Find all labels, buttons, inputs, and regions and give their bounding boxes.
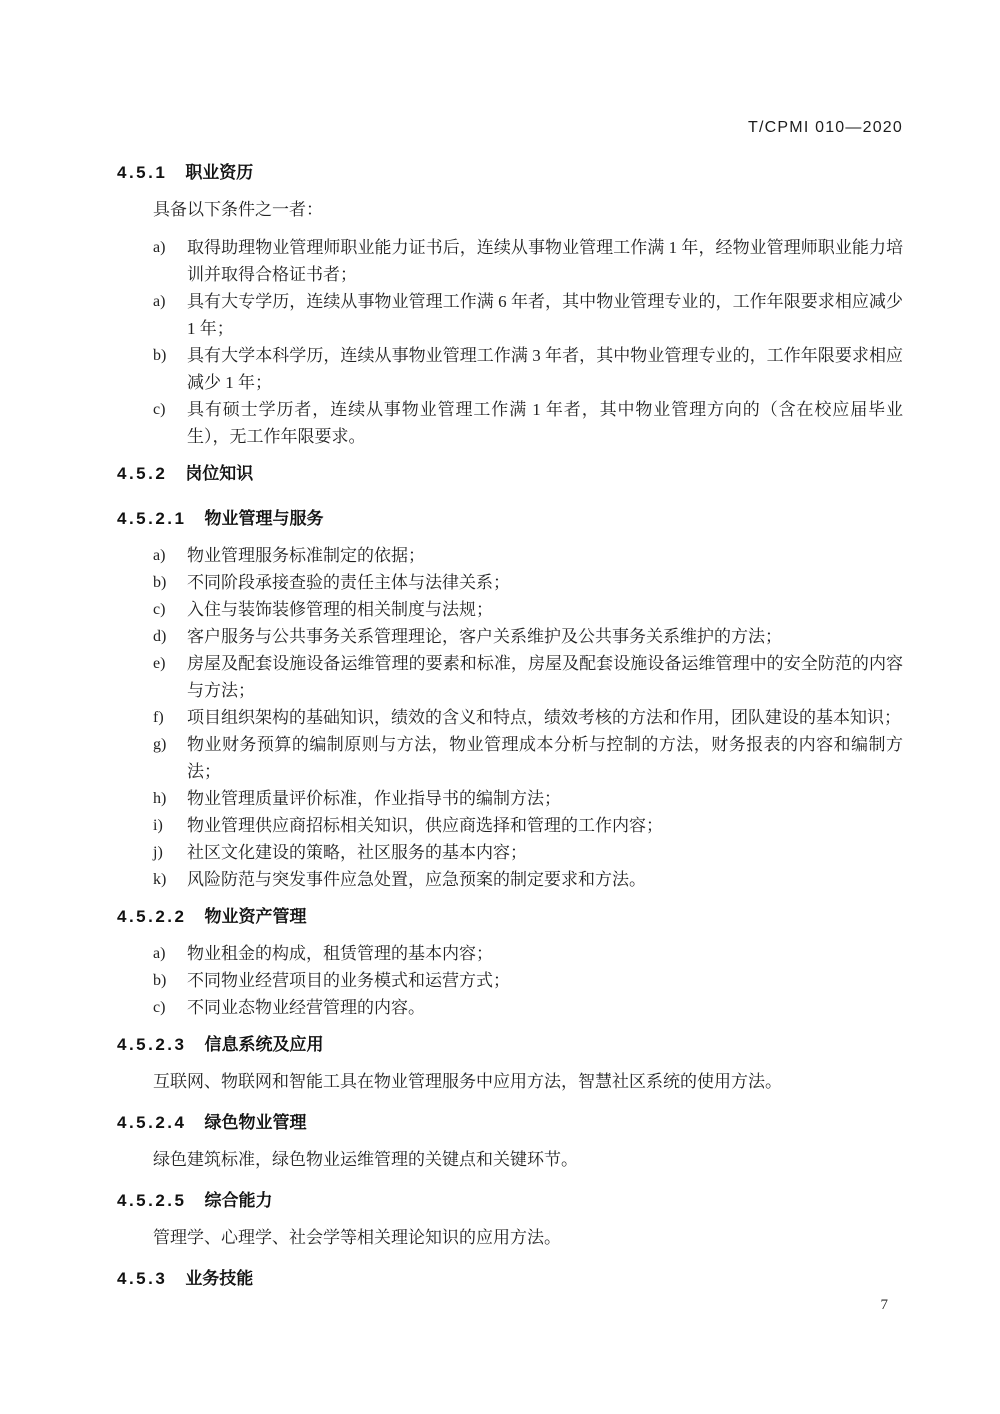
item-label: c) (153, 601, 166, 618)
section-title: 综合能力 (204, 1191, 273, 1210)
section-paragraph: 绿色建筑标准，绿色物业运维管理的关键点和关键环节。 (153, 1150, 578, 1169)
item-label: a) (153, 547, 166, 564)
section-4-5-1-list (117, 234, 903, 450)
list-item (117, 731, 903, 785)
item-text: 物业财务预算的编制原则与方法，物业管理成本分析与控制的方法，财务报表的内容和编制方法； (187, 735, 903, 781)
page-number: 7 (880, 1297, 888, 1313)
section-title: 绿色物业管理 (204, 1113, 307, 1132)
item-text: 具有大专学历，连续从事物业管理工作满 6 年者，其中物业管理专业的，工作年限要求相应减少 1 年； (187, 292, 903, 338)
section-intro: 具备以下条件之一者： (153, 200, 323, 219)
item-label: c) (153, 401, 166, 418)
list-item (117, 866, 903, 893)
section-number: 4.5.3 (117, 1269, 168, 1288)
section-4-5-3-heading (117, 1265, 903, 1293)
section-4-5-2-3-heading (117, 1031, 903, 1059)
section-number: 4.5.2.2 (117, 907, 187, 926)
list-item (117, 342, 903, 396)
list-item (117, 967, 903, 994)
section-number: 4.5.2 (117, 464, 168, 483)
item-label: a) (153, 239, 166, 256)
section-4-5-1-heading (117, 159, 903, 187)
list-item (117, 234, 903, 288)
item-label: d) (153, 628, 167, 645)
standard-code: T/CPMI 010—2020 (748, 119, 903, 136)
list-item (117, 596, 903, 623)
section-number: 4.5.2.1 (117, 509, 187, 528)
section-4-5-2-heading (117, 460, 903, 488)
section-title: 业务技能 (185, 1269, 254, 1288)
list-item (117, 542, 903, 569)
item-text: 具有硕士学历者，连续从事物业管理工作满 1 年者，其中物业管理方向的（含在校应届毕业生），无工作年限要求。 (187, 400, 903, 446)
item-text: 具有大学本科学历，连续从事物业管理工作满 3 年者，其中物业管理专业的，工作年限要求相应减少 1 年； (187, 346, 903, 392)
list-item (117, 812, 903, 839)
item-label: k) (153, 871, 167, 888)
item-label: c) (153, 999, 166, 1016)
item-text: 房屋及配套设施设备运维管理的要素和标准，房屋及配套设施设备运维管理中的安全防范的内容与方法； (187, 654, 903, 700)
item-label: g) (153, 736, 167, 753)
section-number: 4.5.2.3 (117, 1035, 187, 1054)
item-text: 物业管理质量评价标准，作业指导书的编制方法； (187, 789, 561, 808)
item-label: f) (153, 709, 164, 726)
section-number: 4.5.2.4 (117, 1113, 187, 1132)
list-item (117, 650, 903, 704)
list-item (117, 288, 903, 342)
section-title: 物业管理与服务 (204, 509, 324, 528)
item-text: 不同阶段承接查验的责任主体与法律关系； (187, 573, 510, 592)
section-4-5-2-2-list (117, 940, 903, 1021)
item-label: a) (153, 945, 166, 962)
section-4-5-2-5-heading (117, 1187, 903, 1215)
section-4-5-2-1-heading (117, 505, 903, 533)
item-label: b) (153, 347, 167, 364)
list-item (117, 785, 903, 812)
section-title: 物业资产管理 (204, 907, 307, 926)
list-item (117, 839, 903, 866)
list-item (117, 704, 903, 731)
item-label: a) (153, 293, 166, 310)
item-text: 风险防范与突发事件应急处置，应急预案的制定要求和方法。 (187, 870, 646, 889)
section-number: 4.5.1 (117, 163, 168, 182)
item-text: 物业管理服务标准制定的依据； (187, 546, 425, 565)
item-text: 社区文化建设的策略，社区服务的基本内容； (187, 843, 527, 862)
list-item (117, 623, 903, 650)
section-title: 职业资历 (185, 163, 254, 182)
section-title: 信息系统及应用 (204, 1035, 324, 1054)
item-label: h) (153, 790, 167, 807)
item-label: b) (153, 972, 167, 989)
item-text: 客户服务与公共事务关系管理理论，客户关系维护及公共事务关系维护的方法； (187, 627, 782, 646)
list-item (117, 994, 903, 1021)
section-4-5-2-1-list (117, 542, 903, 893)
section-paragraph: 互联网、物联网和智能工具在物业管理服务中应用方法，智慧社区系统的使用方法。 (153, 1072, 782, 1091)
section-title: 岗位知识 (185, 464, 254, 483)
item-text: 不同业态物业经营管理的内容。 (187, 998, 425, 1017)
list-item (117, 396, 903, 450)
section-number: 4.5.2.5 (117, 1191, 187, 1210)
item-text: 物业租金的构成，租赁管理的基本内容； (187, 944, 493, 963)
item-text: 入住与装饰装修管理的相关制度与法规； (187, 600, 493, 619)
section-4-5-2-2-heading (117, 903, 903, 931)
section-4-5-2-4-heading (117, 1109, 903, 1137)
list-item (117, 569, 903, 596)
item-text: 项目组织架构的基础知识，绩效的含义和特点，绩效考核的方法和作用，团队建设的基本知识； (187, 708, 901, 727)
item-text: 取得助理物业管理师职业能力证书后，连续从事物业管理工作满 1 年，经物业管理师职业能力培训并取得合格证书者； (187, 238, 903, 284)
section-paragraph: 管理学、心理学、社会学等相关理论知识的应用方法。 (153, 1228, 561, 1247)
item-text: 物业管理供应商招标相关知识，供应商选择和管理的工作内容； (187, 816, 663, 835)
item-label: e) (153, 655, 166, 672)
list-item (117, 940, 903, 967)
item-label: j) (153, 844, 163, 861)
item-label: b) (153, 574, 167, 591)
item-text: 不同物业经营项目的业务模式和运营方式； (187, 971, 510, 990)
item-label: i) (153, 817, 163, 834)
